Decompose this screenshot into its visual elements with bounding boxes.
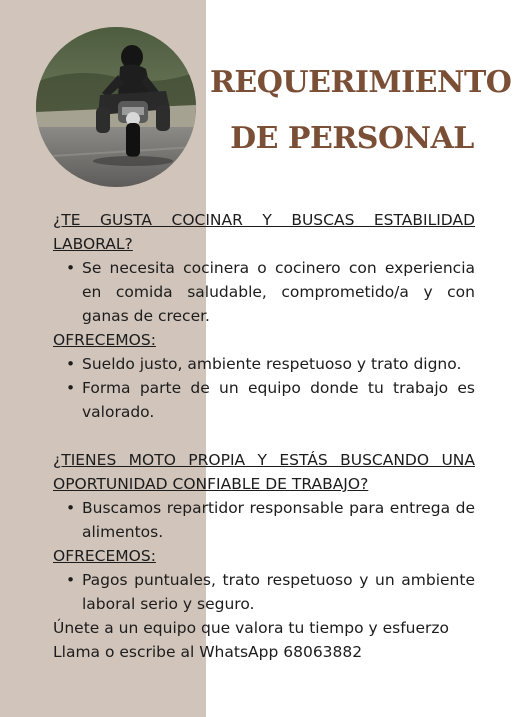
closing-line-2: Llama o escribe al WhatsApp 68063882 <box>53 643 363 661</box>
section-1-offer-2: • Forma parte de un equipo donde tu trabajo es valorado. <box>82 376 475 424</box>
motorcycle-rider-illustration <box>36 27 196 187</box>
section-1-offer-heading: OFRECEMOS: <box>53 331 156 349</box>
section-2-offer-list <box>53 568 475 616</box>
title-line-2: DE PERSONAL <box>230 121 474 156</box>
section-1-offer-1: • Sueldo justo, ambiente respetuoso y trato digno. <box>82 352 475 376</box>
section-2-offer-heading: OFRECEMOS: <box>53 547 156 565</box>
closing-line-1: Únete a un equipo que valora tu tiempo y esfuerzo <box>53 619 449 637</box>
section-2-offer-1: • Pagos puntuales, trato respetuoso y un ambiente laboral serio y seguro. <box>82 568 475 616</box>
section-1-question: ¿TE GUSTA COCINAR Y BUSCAS ESTABILIDAD LABORAL? <box>53 211 475 253</box>
job-posting-body <box>53 208 475 664</box>
section-1-need: • Se necesita cocinera o cocinero con experiencia en comida saludable, comprometido/a y con ganas de crecer. <box>82 256 475 328</box>
section-1-offer-list <box>53 352 475 424</box>
section-2-need-list <box>53 496 475 544</box>
section-spacer <box>53 424 475 448</box>
title-line-1: REQUERIMIENTO <box>210 65 512 100</box>
section-2-question: ¿TIENES MOTO PROPIA Y ESTÁS BUSCANDO UNA OPORTUNIDAD CONFIABLE DE TRABAJO? <box>53 451 475 493</box>
section-2-need: • Buscamos repartidor responsable para entrega de alimentos. <box>82 496 475 544</box>
page-title <box>210 55 512 167</box>
section-1-need-list <box>53 256 475 328</box>
motorcycle-photo <box>36 27 196 187</box>
